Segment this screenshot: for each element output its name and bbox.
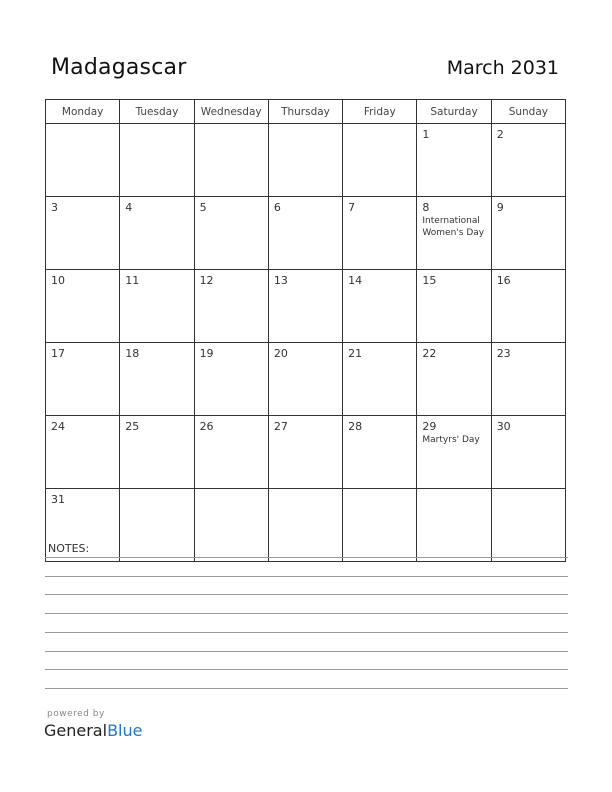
day-number: 8 bbox=[422, 201, 430, 214]
day-cell bbox=[194, 416, 268, 489]
day-cell bbox=[194, 270, 268, 343]
day-cell bbox=[417, 124, 491, 197]
notes-line bbox=[45, 632, 568, 633]
week-row bbox=[46, 124, 566, 197]
day-number: 14 bbox=[348, 274, 363, 287]
day-number: 3 bbox=[51, 201, 58, 214]
day-cell bbox=[343, 416, 417, 489]
day-number: 1 bbox=[422, 128, 430, 141]
day-number: 18 bbox=[125, 347, 140, 360]
day-cell bbox=[343, 197, 417, 270]
notes-line bbox=[45, 576, 568, 577]
day-number: 21 bbox=[348, 347, 363, 360]
day-number: 17 bbox=[51, 347, 65, 360]
day-number: 27 bbox=[273, 420, 288, 433]
day-cell bbox=[120, 489, 194, 562]
country-title: Madagascar bbox=[51, 55, 187, 80]
day-cell bbox=[417, 416, 491, 489]
day-cell bbox=[417, 343, 491, 416]
day-cell bbox=[194, 124, 268, 197]
day-number: 13 bbox=[273, 274, 288, 287]
day-cell bbox=[46, 343, 120, 416]
notes-line bbox=[45, 669, 568, 670]
day-cell bbox=[268, 197, 342, 270]
notes-line bbox=[45, 651, 568, 652]
day-cell bbox=[120, 197, 194, 270]
weekday-header: Tuesday bbox=[120, 100, 194, 124]
weekday-header: Monday bbox=[46, 100, 120, 124]
day-cell bbox=[268, 416, 342, 489]
weekday-header: Thursday bbox=[268, 100, 342, 124]
month-title: March 2031 bbox=[446, 57, 559, 79]
day-number: 11 bbox=[125, 274, 140, 287]
day-cell bbox=[343, 124, 417, 197]
week-row bbox=[46, 343, 566, 416]
day-cell bbox=[120, 343, 194, 416]
weekday-header: Sunday bbox=[491, 100, 565, 124]
day-cell bbox=[491, 489, 565, 562]
day-number: 4 bbox=[125, 201, 133, 214]
day-cell bbox=[120, 270, 194, 343]
day-cell bbox=[491, 416, 565, 489]
brand-logo bbox=[44, 721, 142, 740]
weekday-header-row bbox=[46, 100, 566, 124]
weekday-header: Wednesday bbox=[194, 100, 268, 124]
day-cell bbox=[46, 270, 120, 343]
day-number: 12 bbox=[199, 274, 214, 287]
day-cell bbox=[120, 124, 194, 197]
week-row bbox=[46, 489, 566, 562]
day-cell bbox=[491, 343, 565, 416]
day-cell bbox=[194, 489, 268, 562]
day-number: 15 bbox=[422, 274, 437, 287]
day-number: 20 bbox=[273, 347, 288, 360]
day-cell bbox=[268, 124, 342, 197]
holiday-label: Martyrs' Day bbox=[422, 435, 480, 445]
day-cell bbox=[268, 489, 342, 562]
brand-name-blue: Blue bbox=[107, 721, 143, 740]
notes-line bbox=[45, 557, 568, 558]
notes-line bbox=[45, 594, 568, 595]
day-cell bbox=[491, 197, 565, 270]
calendar-grid bbox=[45, 99, 566, 562]
day-number: 2 bbox=[496, 128, 504, 141]
day-number: 10 bbox=[51, 274, 65, 287]
day-cell bbox=[417, 197, 491, 270]
day-number: 16 bbox=[496, 274, 511, 287]
day-cell bbox=[417, 270, 491, 343]
day-number: 30 bbox=[496, 420, 511, 433]
day-cell bbox=[46, 197, 120, 270]
holiday-label: International Women's Day bbox=[422, 216, 485, 238]
day-number: 31 bbox=[51, 493, 65, 506]
day-number: 6 bbox=[273, 201, 281, 214]
week-row bbox=[46, 270, 566, 343]
day-number: 5 bbox=[199, 201, 207, 214]
day-cell bbox=[120, 416, 194, 489]
day-cell bbox=[268, 270, 342, 343]
day-number: 26 bbox=[199, 420, 214, 433]
notes-label: NOTES: bbox=[48, 542, 90, 555]
weekday-header: Friday bbox=[343, 100, 417, 124]
day-cell bbox=[343, 270, 417, 343]
week-row bbox=[46, 197, 566, 270]
day-cell bbox=[194, 197, 268, 270]
day-cell bbox=[343, 489, 417, 562]
weekday-header: Saturday bbox=[417, 100, 491, 124]
day-number: 28 bbox=[348, 420, 363, 433]
day-cell bbox=[343, 343, 417, 416]
day-cell bbox=[194, 343, 268, 416]
brand-name-general: General bbox=[44, 721, 108, 740]
week-row bbox=[46, 416, 566, 489]
day-number: 23 bbox=[496, 347, 511, 360]
day-number: 29 bbox=[422, 420, 437, 433]
day-number: 25 bbox=[125, 420, 140, 433]
powered-by-text: powered by bbox=[47, 709, 105, 719]
notes-line bbox=[45, 688, 568, 689]
day-cell bbox=[46, 124, 120, 197]
day-cell bbox=[491, 124, 565, 197]
day-cell bbox=[268, 343, 342, 416]
notes-line bbox=[45, 613, 568, 614]
day-number: 19 bbox=[199, 347, 214, 360]
day-cell bbox=[46, 416, 120, 489]
day-number: 24 bbox=[51, 420, 65, 433]
day-cell bbox=[417, 489, 491, 562]
day-number: 22 bbox=[422, 347, 437, 360]
day-number: 7 bbox=[348, 201, 356, 214]
day-cell bbox=[491, 270, 565, 343]
day-number: 9 bbox=[496, 201, 504, 214]
